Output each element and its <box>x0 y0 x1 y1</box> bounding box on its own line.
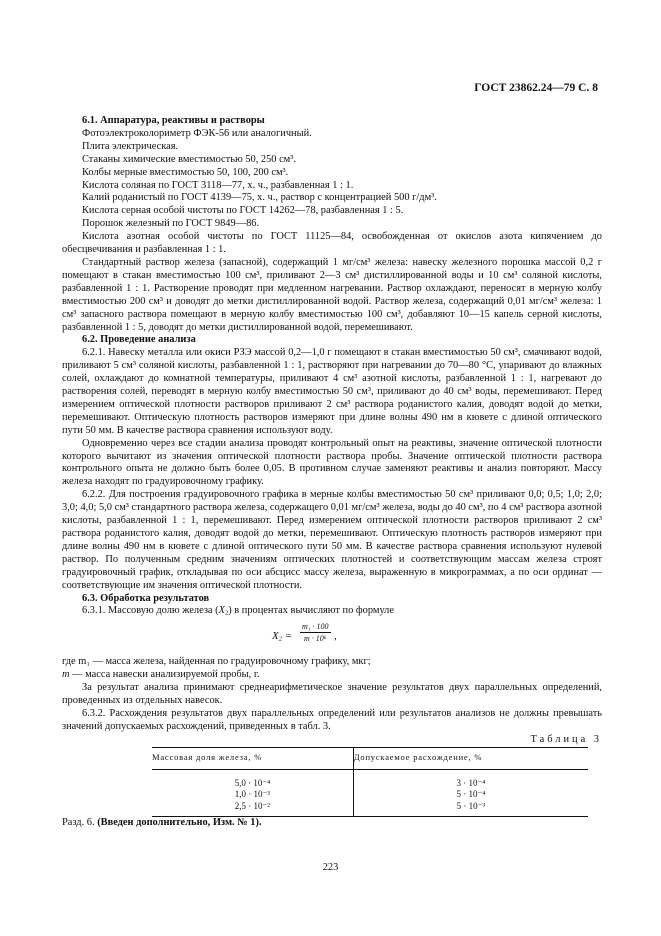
item-standard-solution: Стандартный раствор железа (запасной), содержащий 1 мг/см³ железа: навеску железного порошка массой 0,2 г помещают в стакан вместимостью 100 см³, приливают 2—3 см³ дистиллированной воды и 10 см³ соляной кислоты, разбавленной 1 : 1. Растворение проводят при медленном нагревании. Раствор охлаждают, переносят в мерную колбу вместимостью 200 см³ и доводят до метки дистиллированной водой. Раствор железа, содержащий 0,01 мг/см³ железа: 1 см³ запасного раствора помещают в мерную колбу вместимостью 100 см³, добавляют 10—15 капель серной кислоты, разбавленной 1 : 5, доводят до метки дистиллированной водой, перемешивают. <box>62 256 602 333</box>
item-iron-powder: Порошок железный по ГОСТ 9849—86. <box>82 218 260 230</box>
table-cell: 1,0 · 10⁻³ <box>234 789 270 800</box>
paragraph-6-2-2: 6.2.2. Для построения градуировочного графика в мерные колбы вместимостью 50 см³ приливают 0,0; 0,5; 1,0; 2,0; 3,0; 4,0; 5,0 см³ стандартного раствора железа, содержащего 0,01 мг/см³ железа, воды до 40 см³, по 4 см³ раствора азотной кислоты, разбавленной 1 : 1, перемешивают. Перед измерением оптической плотности растворов приливают 2 см³ раствора роданистого калия, доводят водой до метки, перемешивают. Оптическую плотность растворов измеряют при длине волны 490 нм в кювете с длиной оптического пути 50 мм. В качестве раствора сравнения используют нулевой раствор. По полученным средним значениям оптических плотностей и соответствующим массам железа строят градуировочный график, откладывая по оси абсцисс массу железа, выраженную в микрограммах, а по оси ординат — соответствующие им значения оптической плотности. <box>62 489 602 591</box>
table-caption: Таблица 3 <box>530 733 602 745</box>
formula-fraction <box>300 622 331 644</box>
table-cell: 2,5 · 10⁻² <box>152 801 353 817</box>
paragraph-6-2-1: 6.2.1. Навеску металла или окиси РЗЭ массой 0,2—1,0 г помещают в стакан вместимостью 50 см³, смачивают водой, приливают 5 см³ соляной кислоты, разбавленной 1 : 1, растворяют при нагревании до 70—80 °С, упаривают до влажных солей, охлаждают до комнатной температуры, приливают 4 см³ азотной кислоты, разбавленной 1 : 1, нагревают до растворения солей, переводят в мерную колбу вместимостью 50 см³, приливают до 40 см³ воды, перемешивают. Перед измерением оптической плотности растворов приливают 2 см³ раствора роданистого калия, доводят водой до метки, перемешивают. Оптическую плотность растворов измеряют при длине волны 490 нм в кювете с длиной оптического пути 50 мм. В качестве раствора сравнения используют воду. <box>62 347 602 436</box>
paragraph-result-average: За результат анализа принимают среднеарифметическое значение результатов двух параллельных определений, проведенных из отдельных навесок. <box>62 682 602 707</box>
formula-numerator: m₁ · 100 <box>302 622 329 632</box>
table-cell: 3 · 10⁻⁴ <box>353 769 588 789</box>
item-potassium-thiocyanate: Калий роданистый по ГОСТ 4139—75, х. ч., раствор с концентрацией 500 г/дм³. <box>82 192 437 204</box>
paragraph-control-test: Одновременно через все стадии анализа проводят контрольный опыт на реактивы, значение оптической плотности которого вычитают из значения оптической плотности раствора пробы. Значение оптической плотности раствора контрольного опыта не должно быть более 0,05. В противном случае заменяют реактивы и анализ повторяют. Массу железа находят по градуировочному графику. <box>62 437 602 488</box>
formula-lhs: $X_2$ = <box>272 630 293 643</box>
item-photocolorimeter: Фотоэлектроколориметр ФЭК-56 или аналогичный. <box>82 127 312 139</box>
amendment-note: Разд. 6. (Введен дополнительно, Изм. № 1). <box>62 817 262 829</box>
formula-comma: , <box>334 630 337 643</box>
section-6-1-title: 6.1. Аппаратура, реактивы и растворы <box>82 115 265 126</box>
paragraph-6-3-2: 6.3.2. Расхождения результатов двух параллельных определений или результатов анализов не должны превышать значений допускаемых расхождений, приведенных в табл. 3. <box>62 707 602 732</box>
formula-iron-fraction <box>62 620 602 654</box>
item-flasks: Колбы мерные вместимостью 50, 100, 200 см³. <box>82 166 289 178</box>
where-m1: где m₁ — масса железа, найденная по градуировочному графику, мкг; <box>62 656 371 668</box>
item-hotplate: Плита электрическая. <box>82 140 179 152</box>
formula-denominator: m · 10⁶ <box>304 634 327 644</box>
table-header-tolerance: Допускаемое расхождение, % <box>353 747 588 769</box>
table-cell: 5 · 10⁻⁴ <box>353 789 588 801</box>
paragraph-6-3-1: 6.3.1. Массовую долю железа $(X_2)$ в процентах вычисляют по формуле <box>82 605 394 617</box>
table-row <box>152 769 588 789</box>
table-row <box>152 801 588 817</box>
page-content <box>62 115 602 830</box>
section-6-2-title: 6.2. Проведение анализа <box>82 334 196 346</box>
item-sulfuric-acid: Кислота серная особой чистоты по ГОСТ 14262—78, разбавленная 1 : 5. <box>82 205 404 217</box>
section-6-3-title: 6.3. Обработка результатов <box>82 592 210 604</box>
item-nitric-acid: Кислота азотная особой чистоты по ГОСТ 11125—84, освобожденная от окислов азота кипячением до обесцвечивания и разбавленная 1 : 1. <box>62 231 602 256</box>
table-cell: 5 · 10⁻³ <box>353 801 588 817</box>
item-hydrochloric-acid: Кислота соляная по ГОСТ 3118—77, х. ч., разбавленная 1 : 1. <box>82 179 354 191</box>
page-number: 223 <box>322 862 339 873</box>
item-beakers: Стаканы химические вместимостью 50, 250 см³. <box>82 153 296 165</box>
table-row <box>152 789 588 801</box>
running-header: ГОСТ 23862.24—79 С. 8 <box>474 82 598 94</box>
where-m: m — масса навески анализируемой пробы, г. <box>62 669 260 681</box>
table-header-mass-fraction: Массовая доля железа, % <box>152 747 353 769</box>
table-3 <box>152 747 588 817</box>
table-cell: 5,0 · 10⁻⁴ <box>234 777 271 788</box>
